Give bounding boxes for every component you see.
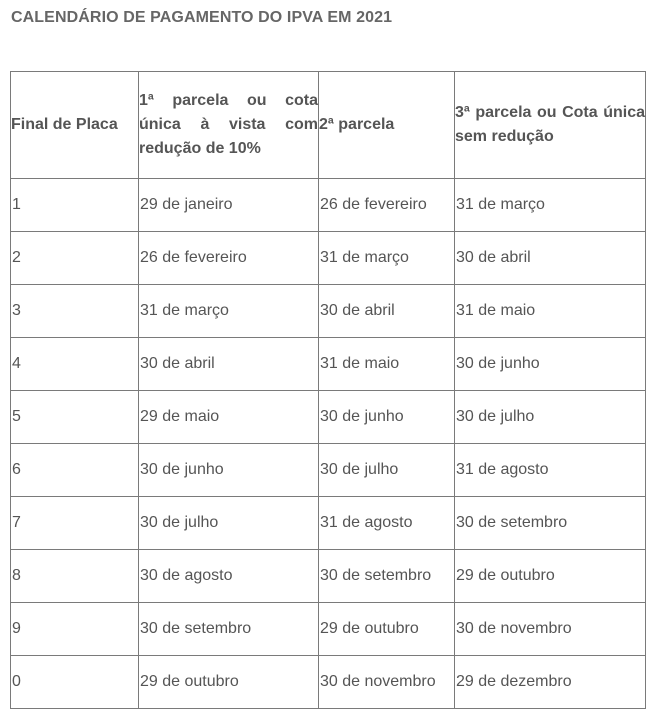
- first-installment-date: 29 de outubro: [139, 656, 319, 709]
- second-installment-date: 29 de outubro: [319, 603, 455, 656]
- table-row: [11, 391, 646, 444]
- plate-final-cell: 3: [11, 285, 139, 338]
- first-installment-date: 30 de abril: [139, 338, 319, 391]
- table-header-row: [11, 72, 646, 179]
- plate-final-cell: 4: [11, 338, 139, 391]
- ipva-payment-table: [10, 71, 646, 709]
- page-title: CALENDÁRIO DE PAGAMENTO DO IPVA EM 2021: [11, 9, 393, 26]
- first-installment-date: 30 de julho: [139, 497, 319, 550]
- plate-final-cell: 7: [11, 497, 139, 550]
- third-installment-date: 29 de outubro: [455, 550, 646, 603]
- table-row: [11, 285, 646, 338]
- third-installment-date: 31 de agosto: [455, 444, 646, 497]
- table-row: [11, 444, 646, 497]
- table-row: [11, 232, 646, 285]
- plate-final-cell: 8: [11, 550, 139, 603]
- first-installment-date: 31 de março: [139, 285, 319, 338]
- second-installment-date: 30 de setembro: [319, 550, 455, 603]
- plate-final-cell: 5: [11, 391, 139, 444]
- second-installment-date: 26 de fevereiro: [319, 179, 455, 232]
- table-row: [11, 656, 646, 709]
- table-row: [11, 179, 646, 232]
- header-terceira-parcela: 3ª parcela ou Cota única sem redução: [455, 72, 646, 179]
- second-installment-date: 30 de junho: [319, 391, 455, 444]
- second-installment-date: 30 de julho: [319, 444, 455, 497]
- table-row: [11, 338, 646, 391]
- table-row: [11, 603, 646, 656]
- third-installment-date: 31 de março: [455, 179, 646, 232]
- second-installment-date: 30 de abril: [319, 285, 455, 338]
- third-installment-date: 31 de maio: [455, 285, 646, 338]
- third-installment-date: 29 de dezembro: [455, 656, 646, 709]
- plate-final-cell: 0: [11, 656, 139, 709]
- table-row: [11, 497, 646, 550]
- third-installment-date: 30 de setembro: [455, 497, 646, 550]
- first-installment-date: 30 de agosto: [139, 550, 319, 603]
- header-segunda-parcela: 2ª parcela: [319, 72, 455, 179]
- table-row: [11, 550, 646, 603]
- plate-final-cell: 1: [11, 179, 139, 232]
- header-primeira-parcela: 1ª parcela ou cota única à vista com redução de 10%: [139, 72, 319, 179]
- first-installment-date: 26 de fevereiro: [139, 232, 319, 285]
- plate-final-cell: 6: [11, 444, 139, 497]
- first-installment-date: 29 de janeiro: [139, 179, 319, 232]
- third-installment-date: 30 de abril: [455, 232, 646, 285]
- first-installment-date: 30 de junho: [139, 444, 319, 497]
- first-installment-date: 30 de setembro: [139, 603, 319, 656]
- third-installment-date: 30 de julho: [455, 391, 646, 444]
- second-installment-date: 30 de novembro: [319, 656, 455, 709]
- second-installment-date: 31 de maio: [319, 338, 455, 391]
- second-installment-date: 31 de março: [319, 232, 455, 285]
- plate-final-cell: 2: [11, 232, 139, 285]
- third-installment-date: 30 de novembro: [455, 603, 646, 656]
- third-installment-date: 30 de junho: [455, 338, 646, 391]
- second-installment-date: 31 de agosto: [319, 497, 455, 550]
- header-final-de-placa: Final de Placa: [11, 72, 139, 179]
- plate-final-cell: 9: [11, 603, 139, 656]
- first-installment-date: 29 de maio: [139, 391, 319, 444]
